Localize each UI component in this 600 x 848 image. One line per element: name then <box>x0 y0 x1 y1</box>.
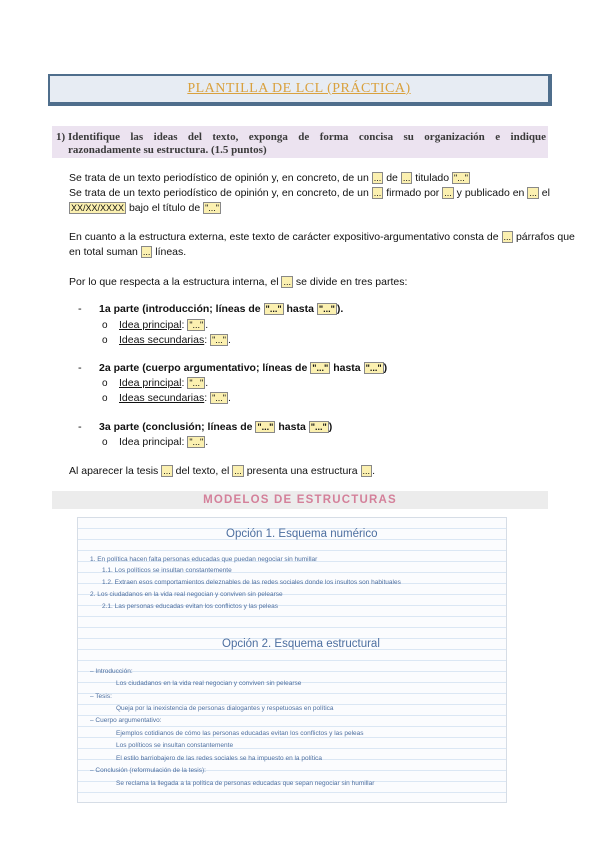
circle-bullet: o <box>102 378 108 389</box>
placeholder[interactable]: ... <box>444 188 452 198</box>
dash-bullet: - <box>78 303 82 315</box>
placeholder[interactable]: "..." <box>454 173 468 183</box>
page-title <box>48 74 552 106</box>
part-1-secondary-ideas: Ideas secundarias: "..." . <box>119 334 231 346</box>
placeholder[interactable]: "..." <box>205 203 219 213</box>
paragraph-2-line-1: Se trata de un texto periodístico de opinión y, en concreto, de un ... firmado por ... y publicado en ... el <box>69 187 550 199</box>
placeholder[interactable]: ... <box>234 466 242 476</box>
paragraph-1: Se trata de un texto periodístico de opinión y, en concreto, de un ... de ... titulado "..." <box>69 172 468 184</box>
dash-bullet: - <box>78 421 82 433</box>
placeholder[interactable]: "..." <box>365 363 382 373</box>
placeholder[interactable]: ... <box>283 277 291 287</box>
option-2-line: Se reclama la llegada a la política de personas educadas que sepan negociar sin humillar <box>116 780 375 787</box>
placeholder[interactable]: "..." <box>189 320 204 330</box>
option-2-line: Los ciudadanos en la vida real negocian y conviven sin pelearse <box>116 680 302 687</box>
option-2-line: Ejemplos cotidianos de cómo las personas educadas evitan los conflictos y las peleas <box>116 730 364 737</box>
placeholder[interactable]: ... <box>373 188 382 198</box>
option-1-line: 1.2. Extraen esos comportamientos deleznables de las redes sociales donde los insultos son habituales <box>102 579 401 586</box>
placeholder[interactable]: ... <box>362 466 371 476</box>
notebook-image <box>77 517 507 803</box>
circle-bullet: o <box>102 320 108 331</box>
placeholder[interactable]: ... <box>503 232 512 242</box>
option-2-line: El estilo barriobajero de las redes sociales se ha impuesto en la política <box>116 755 322 762</box>
part-2-secondary-ideas: Ideas secundarias: "..." . <box>119 392 231 404</box>
placeholder[interactable]: "..." <box>257 422 274 432</box>
models-heading: MODELOS DE ESTRUCTURAS <box>52 491 548 509</box>
placeholder[interactable]: "..." <box>318 304 335 314</box>
option-2-line: – Cuerpo argumentativo: <box>90 717 162 724</box>
part-1-main-idea: Idea principal: "..." . <box>119 319 209 331</box>
part-2-main-idea: Idea principal: "..." . <box>119 377 209 389</box>
part-2-heading: 2a parte (cuerpo argumentativo; líneas de "..." hasta "..." ) <box>99 362 388 374</box>
option-1-line: 1.1. Los políticos se insultan constantemente <box>102 567 232 574</box>
paragraph-3-line-2: en total suman ... líneas. <box>69 246 187 258</box>
date-placeholder[interactable]: XX/XX/XXXX <box>71 203 125 213</box>
page-title-text: PLANTILLA DE LCL (PRÁCTICA) <box>187 81 411 96</box>
placeholder[interactable]: "..." <box>265 304 282 314</box>
option-1-line: 1. En política hacen falta personas educadas que puedan negociar sin humillar <box>90 556 318 563</box>
placeholder[interactable]: ... <box>373 173 382 183</box>
paragraph-3-line-1: En cuanto a la estructura externa, este texto de carácter expositivo-argumentativo consta de ... párrafos que <box>69 231 575 243</box>
option-1-line: 2. Los ciudadanos en la vida real negocian y conviven sin pelearse <box>90 591 283 598</box>
option-2-line: Los políticos se insultan constantemente <box>116 742 234 749</box>
circle-bullet: o <box>102 393 108 404</box>
paragraph-2-line-2: XX/XX/XXXX bajo el título de "..." <box>71 202 219 214</box>
placeholder[interactable]: "..." <box>189 378 204 388</box>
option-2-line: – Conclusión (reformulación de la tesis): <box>90 767 206 774</box>
placeholder[interactable]: "..." <box>312 363 329 373</box>
option-1-title: Opción 1. Esquema numérico <box>226 528 378 540</box>
placeholder[interactable]: ... <box>529 188 537 198</box>
paragraph-5: Al aparecer la tesis ... del texto, el ... presenta una estructura ... . <box>69 465 375 477</box>
option-2-line: – Tesis: <box>90 693 112 700</box>
placeholder[interactable]: ... <box>402 173 411 183</box>
placeholder[interactable]: "..." <box>212 335 226 345</box>
option-2-line: – Introducción: <box>90 668 133 675</box>
placeholder[interactable]: "..." <box>212 393 226 403</box>
circle-bullet: o <box>102 437 108 448</box>
option-1-line: 2.1. Las personas educadas evitan los conflictos y las peleas <box>102 603 278 610</box>
question-number: 1) <box>56 131 66 143</box>
part-3-heading: 3a parte (conclusión; líneas de "..." hasta "..." ) <box>99 421 333 433</box>
paragraph-4: Por lo que respecta a la estructura interna, el ... se divide en tres partes: <box>69 276 408 288</box>
dash-bullet: - <box>78 362 82 374</box>
part-3-main-idea: Idea principal: "..." . <box>119 436 209 448</box>
question-line-1: Identifique las ideas del texto, exponga de forma concisa su organización e indique <box>68 131 546 143</box>
part-1-heading: 1a parte (introducción; líneas de "..." hasta "..." ). <box>99 303 344 315</box>
option-2-title: Opción 2. Esquema estructural <box>222 638 380 650</box>
placeholder[interactable]: "..." <box>189 437 204 447</box>
placeholder[interactable]: ... <box>163 466 171 476</box>
question-box <box>52 126 548 158</box>
option-2-line: Queja por la inexistencia de personas dialogantes y respetuosas en política <box>116 705 334 712</box>
placeholder[interactable]: ... <box>142 247 151 257</box>
question-line-2: razonadamente su estructura. (1.5 puntos) <box>68 144 267 156</box>
placeholder[interactable]: "..." <box>310 422 327 432</box>
circle-bullet: o <box>102 335 108 346</box>
